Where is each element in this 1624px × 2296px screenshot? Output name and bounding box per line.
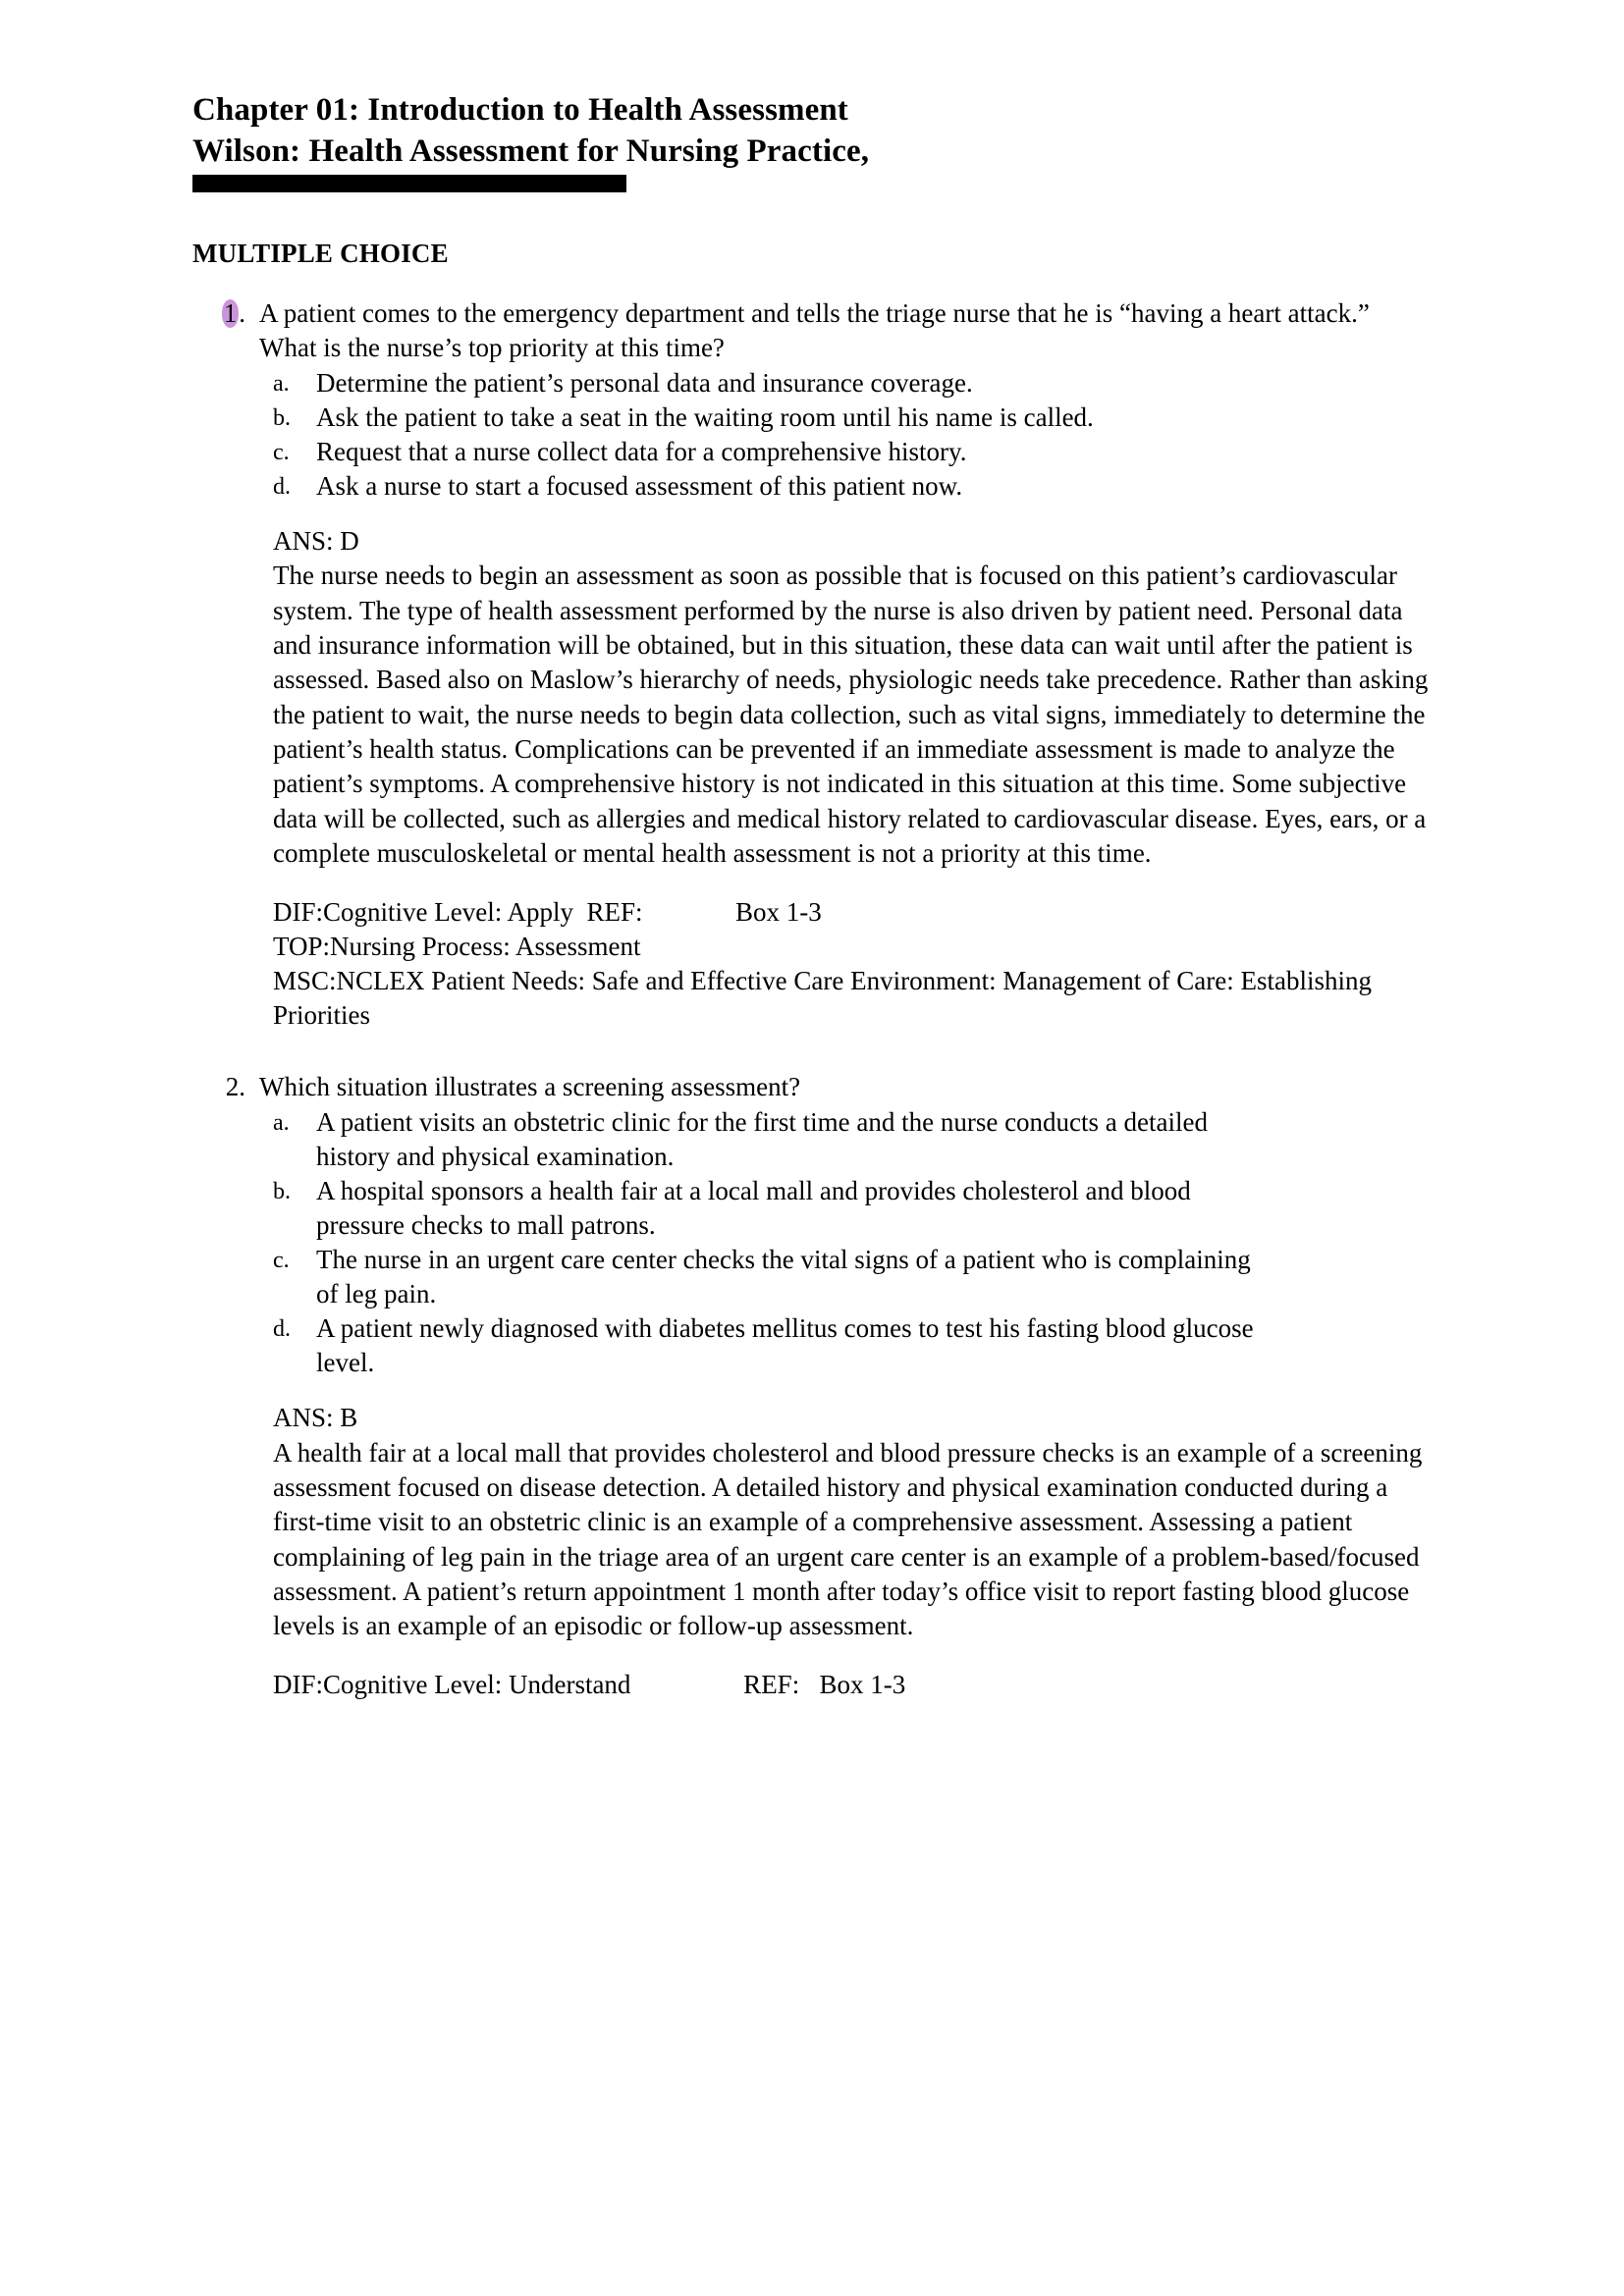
question-metadata [273, 895, 1459, 1033]
question-number-suffix: . [239, 298, 245, 329]
page-content [192, 90, 1459, 1702]
question-block [192, 1060, 1459, 1702]
option-letter: a. [273, 1109, 290, 1136]
option-letter: a. [273, 370, 290, 397]
question-number-glyph: 1 [223, 298, 238, 329]
answer-option[interactable] [273, 1243, 1274, 1311]
answer-rationale: The nurse needs to begin an assessment as soon as possible that is focused on this patient’s cardiovascular system. The type of health assessment performed by the nurse is also driven by patient need. Personal data and insurance information will be obtained, but in this situation, these data can wait until after the patient is assessed. Based also on Maslow’s hierarchy of needs, physiologic needs take precedence. Rather than asking the patient to wait, the nurse needs to begin data collection, such as vital signs, immediately to determine the patient’s health status. Complications can be prevented if an immediate assessment is made to analyze the patient’s symptoms. A comprehensive history is not indicated in this situation at this time. Some subjective data will be collected, such as allergies and medical history related to cardiovascular disease. Eyes, ears, or a complete musculoskeletal or mental health assessment is not a priority at this time. [273, 561, 1429, 869]
answer-rationale: A health fair at a local mall that provides cholesterol and blood pressure checks is an example of a screening assessment focused on disease detection. A detailed history and physical examination conducted during a first-time visit to an obstetric clinic is an example of a comprehensive assessment. Assessing a patient complaining of leg pain in the triage area of an urgent care center is an example of a problem-based/focused assessment. A patient’s return appointment 1 month after today’s office visit to report fasting blood glucose levels is an example of an episodic or follow-up assessment. [273, 1437, 1423, 1641]
answer-key-label: ANS: B [273, 1403, 358, 1433]
question-stem-text: Which situation illustrates a screening assessment? [259, 1071, 801, 1101]
option-letter: c. [273, 440, 290, 465]
metadata-dif-ref: DIF:Cognitive Level: Understand REF: Box 1-3 [273, 1669, 906, 1699]
answer-option[interactable] [273, 469, 1363, 504]
question-stem-row [192, 296, 1459, 365]
option-letter: b. [273, 1178, 291, 1204]
metadata-top: TOP:Nursing Process: Assessment [273, 931, 641, 961]
option-text: Request that a nurse collect data for a comprehensive history. [316, 437, 967, 466]
option-text: Ask a nurse to start a focused assessment of this patient now. [316, 471, 963, 502]
question-block [192, 296, 1459, 1033]
question-number [192, 1070, 259, 1104]
option-text: Ask the patient to take a seat in the waiting room until his name is called. [316, 401, 1094, 432]
answer-option[interactable] [273, 366, 1363, 400]
answer-option[interactable] [273, 400, 1363, 435]
answer-option[interactable] [273, 1105, 1274, 1174]
option-text: A patient visits an obstetric clinic for the first time and the nurse conducts a detailed history and physical examination. [316, 1106, 1208, 1171]
answer-options-list [273, 366, 1363, 504]
answer-section [273, 524, 1441, 871]
question-number [192, 296, 259, 331]
option-text: The nurse in an urgent care center checks the vital signs of a patient who is complaining of leg pain. [316, 1245, 1251, 1309]
option-letter: d. [273, 1316, 291, 1343]
metadata-dif-ref: DIF:Cognitive Level: Apply REF: Box 1-3 [273, 896, 822, 927]
question-spacer [192, 1060, 1459, 1070]
document-title [192, 90, 1459, 172]
option-text: A patient newly diagnosed with diabetes mellitus comes to test his fasting blood glucose level. [316, 1313, 1254, 1378]
answer-section [273, 1401, 1441, 1643]
question-metadata [273, 1668, 1459, 1702]
answer-key-label: ANS: D [273, 526, 359, 557]
option-letter: c. [273, 1248, 290, 1274]
question-stem-row [192, 1070, 1459, 1104]
option-letter: d. [273, 474, 291, 501]
answer-option[interactable] [273, 1174, 1274, 1243]
answer-option[interactable] [273, 1311, 1274, 1380]
question-stem-text: A patient comes to the emergency department and tells the triage nurse that he is “having a heart attack.” What is the nurse’s top priority at this time? [259, 298, 1370, 362]
question-number-glyph: 2 [225, 1071, 240, 1101]
option-text: Determine the patient’s personal data and insurance coverage. [316, 367, 973, 398]
redaction-bar [192, 175, 626, 192]
section-heading-multiple-choice: MULTIPLE CHOICE [192, 239, 449, 269]
question-number-suffix: . [239, 1071, 245, 1101]
answer-options-list [273, 1105, 1274, 1381]
answer-option[interactable] [273, 435, 1363, 469]
option-text: A hospital sponsors a health fair at a local mall and provides cholesterol and blood pressure checks to mall patrons. [316, 1175, 1191, 1240]
title-line-chapter: Chapter 01: Introduction to Health Assessment [192, 92, 848, 128]
option-letter: b. [273, 404, 291, 431]
metadata-msc: MSC:NCLEX Patient Needs: Safe and Effective Care Environment: Management of Care: Establishing Priorities [273, 965, 1372, 1030]
title-line-book: Wilson: Health Assessment for Nursing Practice, [192, 133, 870, 169]
